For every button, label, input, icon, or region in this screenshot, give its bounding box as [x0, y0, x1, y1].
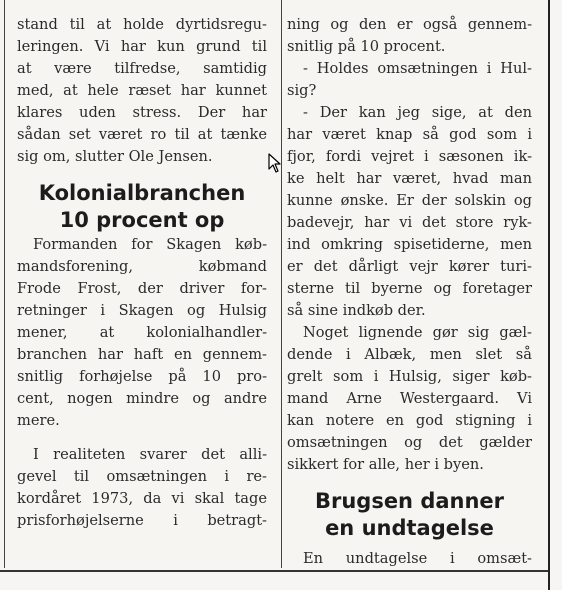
paragraph — [17, 444, 267, 532]
text-line: cent, nogen mindre og andre — [17, 390, 267, 407]
right-column-rule — [548, 0, 550, 590]
text-line: grelt som i Hulsig, siger køb- — [287, 368, 532, 385]
text-line: mere. — [17, 412, 60, 429]
text-line: En undtagelse i omsæt- — [303, 550, 532, 567]
left-column-rule — [4, 0, 5, 568]
paragraph — [287, 102, 532, 322]
text-line: Frode Frost, der driver for- — [17, 280, 267, 297]
headline-line: Kolonialbranchen — [38, 181, 246, 205]
text-line: badevejr, har vi det store ryk- — [287, 214, 532, 231]
text-line: I realiteten svarer det alli- — [33, 446, 267, 463]
text-line: - Der kan jeg sige, at den — [303, 104, 532, 121]
text-line: branchen har haft en gennem- — [17, 346, 267, 363]
text-line: har været knap så god som i — [287, 126, 532, 143]
text-line: er det dårligt vejr kører turi- — [287, 258, 532, 275]
text-line: sig om, slutter Ole Jensen. — [17, 148, 213, 165]
text-line: sådan set været ro til at tænke — [17, 126, 267, 143]
article-continuation — [17, 14, 267, 168]
paragraph — [17, 234, 267, 432]
paragraph — [287, 322, 532, 476]
text-line: Noget lignende gør sig gæl- — [303, 324, 532, 341]
text-line: sterne til byerne og foretager — [287, 280, 532, 297]
text-line: sikkert for alle, her i byen. — [287, 456, 484, 473]
text-line: så sine indkøb der. — [287, 302, 426, 319]
text-line: ind omkring spisetiderne, men — [287, 236, 532, 253]
text-line: med, at hele ræset har kunnet — [17, 82, 267, 99]
text-line: kunne ønske. Er der solskin og — [287, 192, 532, 209]
text-line: prisforhøjelserne i betragt- — [17, 512, 267, 529]
text-line: snitlig på 10 procent. — [287, 38, 446, 55]
text-line: ke helt har været, hvad man — [287, 170, 532, 187]
headline-line: Brugsen danner — [314, 489, 505, 513]
headline-line: 10 procent op — [59, 208, 225, 232]
section-headline — [287, 488, 532, 542]
text-line: mener, at kolonialhandler- — [17, 324, 267, 341]
text-line: at være tilfredse, samtidig — [17, 60, 267, 77]
paragraph — [287, 58, 532, 102]
text-line: mandsforening, købmand — [17, 258, 267, 275]
bottom-rule — [0, 570, 548, 572]
text-line: leringen. Vi har kun grund til — [17, 38, 267, 55]
text-line: fjor, fordi vejret i sæsonen ik- — [287, 148, 532, 165]
text-line: ning og den er også gennem- — [287, 16, 532, 33]
text-line: gevel til omsætningen i re- — [17, 468, 267, 485]
paragraph — [287, 14, 532, 58]
text-line: dende i Albæk, men slet så — [287, 346, 532, 363]
text-line: snitlig forhøjelse på 10 pro- — [17, 368, 267, 385]
headline-line: en undtagelse — [325, 516, 494, 540]
text-line: mand Arne Westergaard. Vi — [287, 390, 532, 407]
text-line: klares uden stress. Der har — [17, 104, 267, 121]
text-line: kordåret 1973, da vi skal tage — [17, 490, 267, 507]
text-line: sig? — [287, 82, 317, 99]
text-line: kan notere en god stigning i — [287, 412, 532, 429]
left-column — [17, 14, 267, 532]
text-line: stand til at holde dyrtidsregu- — [17, 16, 267, 33]
text-line: retninger i Skagen og Hulsig — [17, 302, 267, 319]
text-line: - Holdes omsætningen i Hul- — [303, 60, 532, 77]
paragraph — [287, 548, 532, 570]
column-divider-rule — [281, 0, 282, 568]
section-headline — [17, 180, 267, 234]
text-line: Formanden for Skagen køb- — [33, 236, 267, 253]
text-line: omsætningen og det gælder — [287, 434, 532, 451]
mouse-pointer-icon — [268, 153, 282, 173]
right-column — [287, 14, 532, 570]
